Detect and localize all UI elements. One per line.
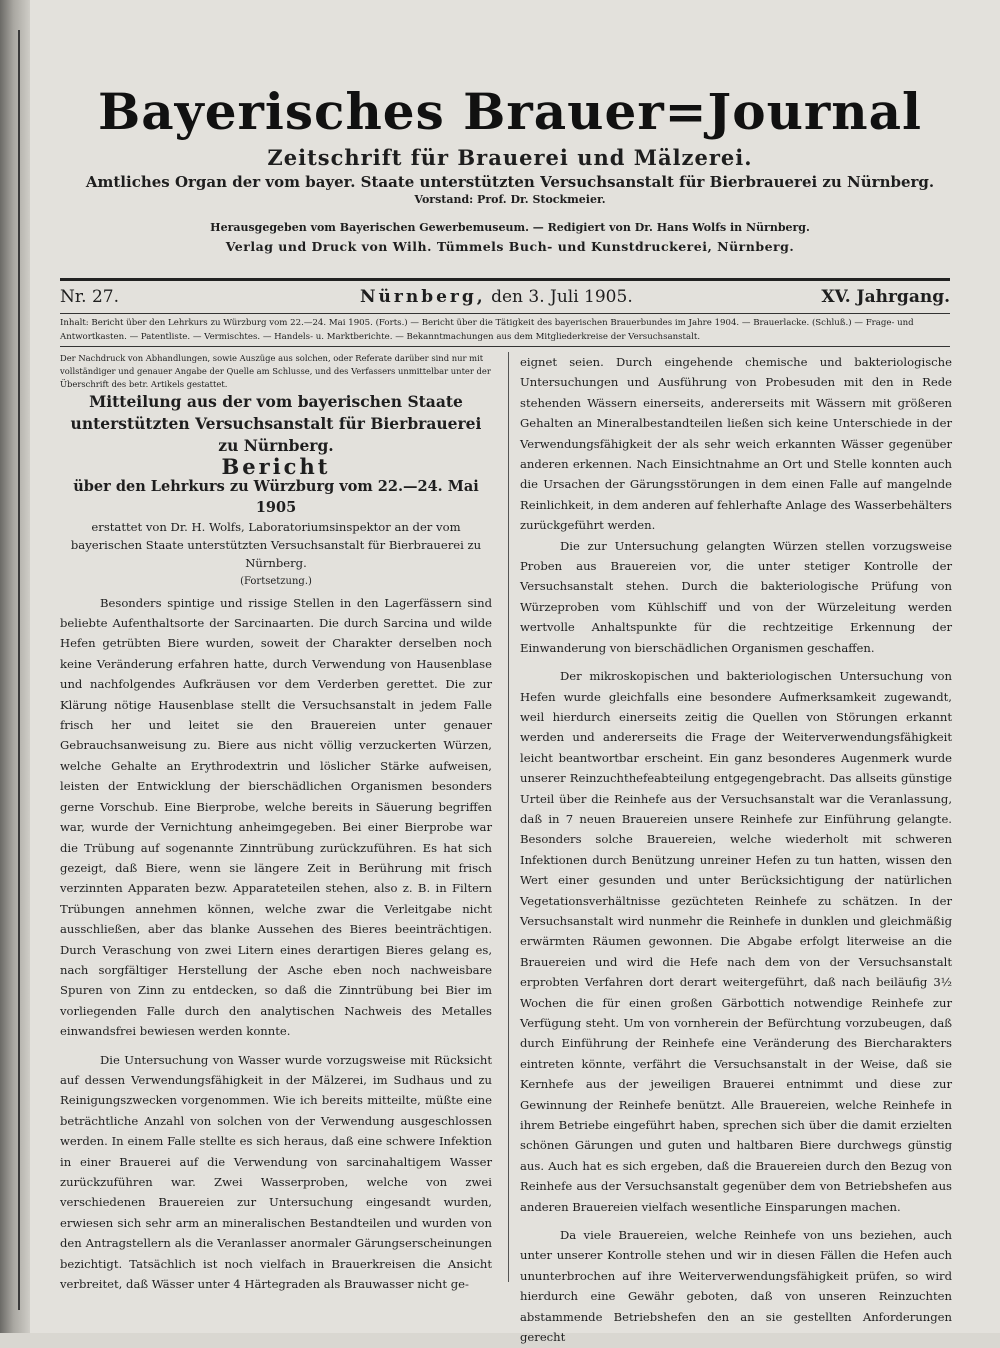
- section-headline: Mitteilung aus der vom bayerischen Staate unterstützten Versuchsanstalt für Bierbrauerei zu Nürnberg.: [70, 392, 482, 455]
- volume-year: XV. Jahrgang.: [821, 287, 950, 307]
- official-organ-line: Amtliches Organ der vom bayer. Staate unterstützten Versuchsanstalt für Bierbrauerei zu Nürnberg.: [85, 173, 935, 191]
- publisher-line: Herausgegeben vom Bayerischen Gewerbemuseum. — Redigiert von Dr. Hans Wolfs in Nürnberg.: [210, 221, 810, 234]
- journal-subtitle: Zeitschrift für Brauerei und Mälzerei.: [267, 145, 753, 170]
- page: [30, 0, 1000, 1345]
- table-of-contents: Inhalt: Bericht über den Lehrkurs zu Würzburg vom 22.—24. Mai 1905. (Forts.) — Bericht über die Tätigkeit des bayerischen Brauerbundes im Jahre 1904. — Brauerlacke. (Schluß.) — Frage- und Antwortkasten. — Patentliste. — Vermischtes. — Handels- u. Marktberichte. — Bekanntmachungen aus dem Mitgliederkreise der Versuchsanstalt.: [60, 318, 914, 342]
- paragraph: Besonders spintige und rissige Stellen in den Lagerfässern sind beliebte Aufenthaltsorte der Sarcinaarten. Die durch Sarcina und wilde Hefen getrübten Biere wurden, soweit der Charakter derselben noch keine Veränderung erfahren hatte, durch Verwendung von Hausenblase und nachfolgendes Aufkräusen vor dem Verderben gerettet. Die zur Klärung nötige Hausenblase stellt die Versuchsanstalt in jedem Falle frisch her und leitet sie den Brauereien unter genauer Gebrauchsanweisung zu. Biere aus nicht völlig verzuckerten Würzen, welche Gehalte an Erythrodextrin und löslicher Stärke aufweisen, leisten der Entwicklung der bierschädlichen Organismen besonders gerne Vorschub. Eine Bierprobe, welche bereits in Säuerung begriffen war, wurde der Vernichtung anheimgegeben. Bei einer Bierprobe war die Trübung auf sogenannte Zinntrübung zurückzuführen. Es hat sich gezeigt, daß Biere, wenn sie längere Zeit in Berührung mit frisch verzinnten Apparaten bezw. Apparateteilen stehen, also z. B. in Filtern Trübungen annehmen können, welche zwar die Verleitgabe nicht ausschließen, aber das blanke Aussehen des Bieres beeinträchtigen. Durch Veraschung von zwei Litern eines derartigen Bieres gelang es, nach sorgfältiger Herstellung der Asche eben noch nachweisbare Spuren von Zinn zu entdecken, so daß die Zinntrübung bei Bier im vorliegenden Falle durch den analytischen Nachweis des Metalles einwandsfrei bewiesen werden konnte.: [60, 595, 492, 1039]
- report-title: Bericht: [221, 454, 331, 479]
- printer-line: Verlag und Druck von Wilh. Tümmels Buch- und Kunstdruckerei, Nürnberg.: [225, 239, 795, 254]
- report-subtitle: über den Lehrkurs zu Würzburg vom 22.—24. Mai 1905: [73, 478, 479, 516]
- report-byline: erstattet von Dr. H. Wolfs, Laboratoriumsinspektor an der vom bayerischen Staate unterstützten Versuchsanstalt für Bierbrauerei zu Nürnberg.: [70, 520, 482, 571]
- contents-rule: [60, 346, 950, 347]
- continuation-note: (Fortsetzung.): [240, 576, 312, 588]
- masthead-rule: [60, 278, 950, 281]
- reprint-notice: Der Nachdruck von Abhandlungen, sowie Auszüge aus solchen, oder Referate darüber sind nur mit vollständiger und genauer Angabe der Quelle am Schlusse, und des Verfassers unmittelbar unter der Überschrift des betr. Artikels gestattet.: [60, 353, 491, 389]
- paragraph: Die zur Untersuchung gelangten Würzen stellen vorzugsweise Proben aus Brauereien vor, die unter stetiger Kontrolle der Versuchsanstalt stehen. Durch die bakteriologische Prüfung von Würzeproben vom Kühlschiff und von der Würzeleitung werden wertvolle Anhaltspunkte für die rechtzeitige Erkennung der Einwanderung von bierschädlichen Organismen geschaffen.: [520, 538, 952, 655]
- issue-date-text: den 3. Juli 1905.: [491, 287, 633, 307]
- column-divider: [508, 352, 509, 1282]
- left-column: [60, 352, 492, 1294]
- paragraph: eignet seien. Durch eingehende chemische und bakteriologische Untersuchungen und Ausführung von Probesuden mit den in Rede stehenden Wässern einerseits, andererseits mit Wässern mit größeren Gehalten an Mineralbestandteilen ließen sich keine Unterschiede in der Verwendungsfähigkeit der als sehr weich erkannten Wässer gegenüber anderen erkennen. Nach Einsichtnahme an Ort und Stelle konnten auch die Ursachen der Gärungsstörungen in dem einen Falle auf mangelnde Reinlichkeit, in dem anderen auf fehlerhafte Anlage des Wasserbehälters zurückgeführt werden.: [520, 355, 952, 533]
- paragraph: Der mikroskopischen und bakteriologischen Untersuchung von Hefen wurde gleichfalls eine besondere Aufmerksamkeit zugewandt, weil hierdurch einerseits zeitig die Quellen von Störungen erkannt werden und andererseits die Frage der Weiterverwendungsfähigkeit leicht beantwortbar erscheint. Ein ganz besonderes Augenmerk wurde unserer Reinzuchthefeabteilung entgegengebracht. Das allseits günstige Urteil über die Reinhefe aus der Versuchsanstalt war die Veranlassung, daß in 7 neuen Brauereien unsere Reinhefe zur Einführung gelangte. Besonders solche Brauereien, welche wiederholt mit schweren Infektionen durch Benützung unreiner Hefen zu tun hatten, wissen den Wert einer gesunden und unter Berücksichtigung der natürlichen Vegetationsverhältnisse gezüchteten Reinhefe zu schätzen. In der Versuchsanstalt wird nunmehr die Reinhefe in dunklen und gleichmäßig erwärmten Räumen gewonnen. Die Abgabe erfolgt literweise an die Brauereien und wird die Hefe nach dem von der Versuchsanstalt erprobten Verfahren dort derart weitergeführt, daß nach beiläufig 3½ Wochen die für einen großen Gärbottich notwendige Reinhefe zur Verfügung steht. Um von vornherein der Befürchtung vorzubeugen, daß durch Einführung der Reinhefe eine Veränderung des Biercharakters eintreten könnte, verfährt die Versuchsanstalt in der Weise, daß sie Kernhefe aus der jeweiligen Brauerei entnimmt und diese zur Gewinnung der Reinhefe benützt. Alle Brauereien, welche Reinhefe in ihrem Betriebe eingeführt haben, sprechen sich über die damit erzielten schönen Gärungen und guten und haltbaren Biere durchwegs günstig aus. Auch hat es sich ergeben, daß die Brauereien durch den Bezug von Reinhefe aus der Versuchsanstalt gegenüber dem von Betriebshefen aus anderen Brauereien vielfach wesentliche Einsparungen machen.: [520, 669, 952, 1214]
- director-line: Vorstand: Prof. Dr. Stockmeier.: [414, 193, 606, 206]
- journal-title: Bayerisches Brauer=Journal: [97, 82, 923, 141]
- masthead: [60, 80, 960, 256]
- issue-date: [360, 284, 680, 310]
- issue-rule: [60, 313, 950, 314]
- paragraph: Die Untersuchung von Wasser wurde vorzugsweise mit Rücksicht auf dessen Verwendungsfähigkeit in der Mälzerei, im Sudhaus und zu Reinigungszwecken vorgenommen. Wie ich bereits mitteilte, müßte eine beträchtliche Anzahl von solchen von der Verwendung ausgeschlossen werden. In einem Falle stellte es sich heraus, daß eine schwere Infektion in einer Brauerei auf die Verwendung von sarcinahaltigem Wasser zurückzuführen war. Zwei Wasserproben, welche von zwei verschiedenen Brauereien zur Untersuchung eingesandt wurden, erwiesen sich sehr arm an mineralischen Bestandteilen und wurden von den Antragstellern als die Veranlasser anormaler Gärungserscheinungen bezichtigt. Tatsächlich ist noch vielfach in Brauerkreisen die Ansicht verbreitet, daß Wässer unter 4 Härtegraden als Brauwasser nicht ge-: [60, 1052, 492, 1292]
- issue-city: Nürnberg,: [360, 287, 486, 307]
- book-spine: [0, 0, 30, 1333]
- paragraph: Da viele Brauereien, welche Reinhefe von uns beziehen, auch unter unserer Kontrolle stehen und wir in diesen Fällen die Hefen auch ununterbrochen auf ihre Weiterverwendungsfähigkeit prüfen, so wird hierdurch eine Gewähr geboten, daß von unseren Reinzuchten abstammende Betriebshefen den an sie gestellten Anforderungen gerecht: [520, 1228, 952, 1345]
- issue-row: [60, 284, 950, 310]
- right-column: [520, 352, 952, 1348]
- spine-edge: [18, 30, 20, 1310]
- issue-number: Nr. 27.: [60, 287, 119, 307]
